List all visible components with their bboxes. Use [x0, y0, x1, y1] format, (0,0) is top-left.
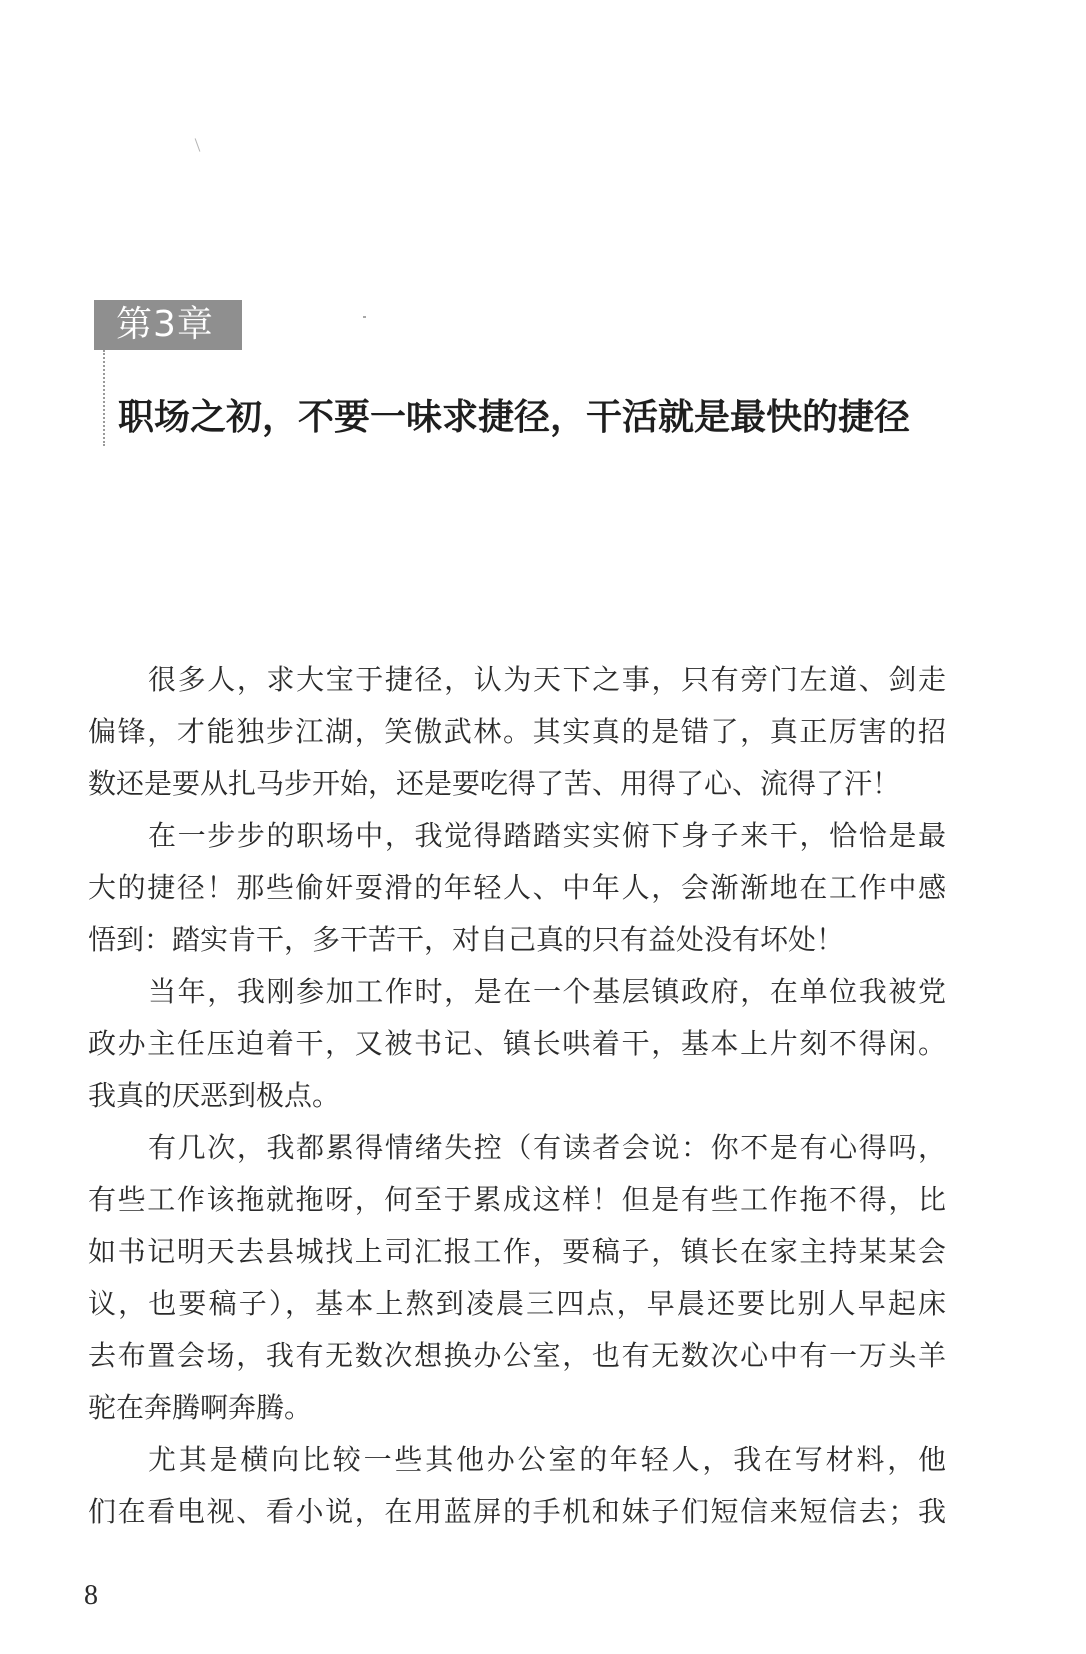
text-line: 有些工作该拖就拖呀，何至于累成这样！但是有些工作拖不得，比 [88, 1183, 946, 1216]
text-line: 如书记明天去县城找上司汇报工作，要稿子，镇长在家主持某某会 [88, 1235, 946, 1268]
text-line: 有几次，我都累得情绪失控（有读者会说：你不是有心得吗， [148, 1131, 946, 1164]
text-line: 尤其是横向比较一些其他办公室的年轻人，我在写材料，他 [148, 1443, 946, 1476]
text-line: 议，也要稿子），基本上熬到凌晨三四点，早晨还要比别人早起床 [88, 1287, 946, 1320]
text-line: 驼在奔腾啊奔腾。 [88, 1391, 313, 1424]
body-text [88, 654, 946, 1538]
text-line: 数还是要从扎马步开始，还是要吃得了苦、用得了心、流得了汗！ [88, 767, 901, 800]
page-number: 8 [84, 1580, 98, 1611]
text-line: 大的捷径！那些偷奸耍滑的年轻人、中年人，会渐渐地在工作中感 [88, 871, 946, 904]
chapter-dotted-rule [103, 350, 105, 446]
chapter-title: 职场之初，不要一味求捷径，干活就是最快的捷径 [118, 397, 911, 438]
text-line: 去布置会场，我有无数次想换办公室，也有无数次心中有一万头羊 [88, 1339, 946, 1372]
text-line: 很多人，求大宝于捷径，认为天下之事，只有旁门左道、剑走 [148, 663, 946, 696]
text-line: 悟到：踏实肯干，多干苦干，对自己真的只有益处没有坏处！ [88, 923, 845, 956]
chapter-label: 第3章 [94, 300, 242, 350]
text-line: 们在看电视、看小说，在用蓝屏的手机和妹子们短信来短信去；我 [88, 1495, 946, 1528]
text-line: 政办主任压迫着干，又被书记、镇长哄着干，基本上片刻不得闲。 [88, 1027, 946, 1060]
scan-speck [195, 138, 201, 151]
text-line: 偏锋，才能独步江湖，笑傲武林。其实真的是错了，真正厉害的招 [88, 715, 946, 748]
text-line: 在一步步的职场中，我觉得踏踏实实俯下身子来干，恰恰是最 [148, 819, 946, 852]
text-line: 当年，我刚参加工作时，是在一个基层镇政府，在单位我被党 [148, 975, 946, 1008]
scan-speck [363, 316, 366, 318]
text-line: 我真的厌恶到极点。 [88, 1079, 341, 1112]
